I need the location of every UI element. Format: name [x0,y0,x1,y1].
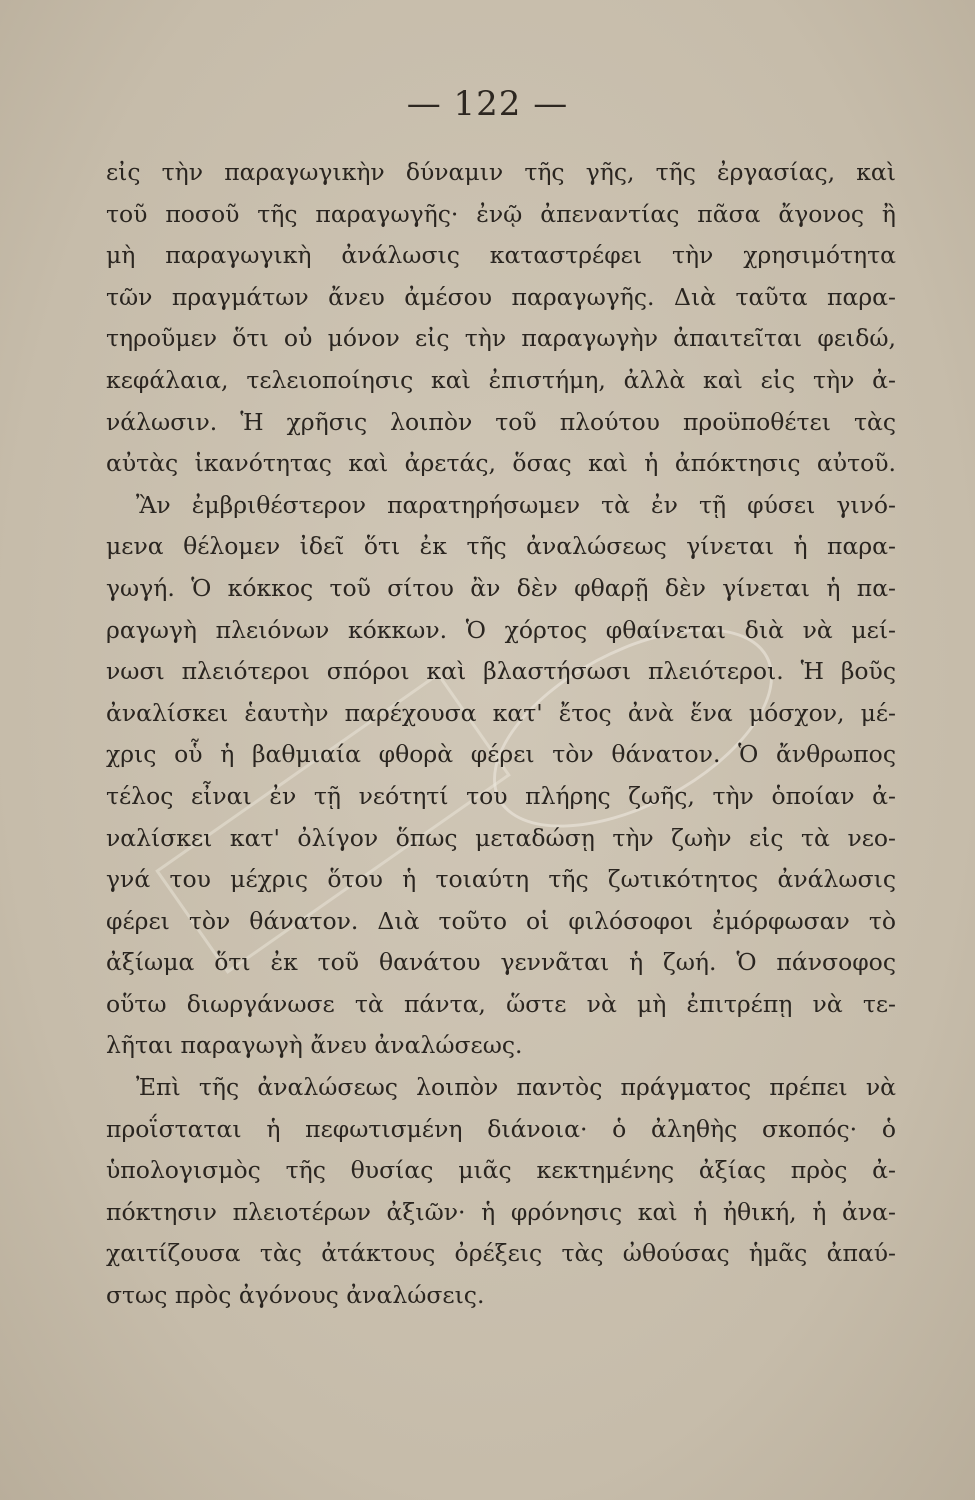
text-line: φέρει τὸν θάνατον. Διὰ τοῦτο οἱ φιλόσοφοι ἐμόρφωσαν τὸ [106,906,896,935]
text-line: αὐτὰς ἱκανότητας καὶ ἀρετάς, ὅσας καὶ ἡ ἀπόκτησις αὐτοῦ. [106,449,896,478]
text-line: χαιτίζουσα τὰς ἀτάκτους ὀρέξεις τὰς ὠθούσας ἡμᾶς ἀπαύ- [106,1239,896,1268]
text-line: ἀξίωμα ὅτι ἐκ τοῦ θανάτου γεννᾶται ἡ ζωή. Ὁ πάνσοφος [106,948,896,977]
text-line: εἰς τὴν παραγωγικὴν δύναμιν τῆς γῆς, τῆς ἐργασίας, καὶ [106,158,896,186]
text-line: ναλίσκει κατ' ὀλίγον ὅπως μεταδώσῃ τὴν ζωὴν εἰς τὰ νεο- [106,823,896,852]
text-line: ραγωγὴ πλειόνων κόκκων. Ὁ χόρτος φθαίνεται διὰ νὰ μεί- [106,615,896,644]
text-line: τῶν πραγμάτων ἄνευ ἀμέσου παραγωγῆς. Διὰ ταῦτα παρα- [106,282,896,311]
text-line: γνά του μέχρις ὅτου ἡ τοιαύτη τῆς ζωτικότητος ἀνάλωσις [106,865,896,894]
text-line: χρις οὗ ἡ βαθμιαία φθορὰ φέρει τὸν θάνατον. Ὁ ἄνθρωπος [106,740,896,769]
page-number: — 122 — [406,84,569,124]
body-text [106,152,896,1317]
text-line: ἀναλίσκει ἑαυτὴν παρέχουσα κατ' ἔτος ἀνὰ ἕνα μόσχον, μέ- [106,698,896,727]
text-line: τέλος εἶναι ἐν τῇ νεότητί του πλήρης ζωῆς, τὴν ὁποίαν ἀ- [106,781,896,810]
text-line: ὑπολογισμὸς τῆς θυσίας μιᾶς κεκτημένης ἀξίας πρὸς ἀ- [106,1156,896,1185]
text-line: λῆται παραγωγὴ ἄνευ ἀναλώσεως. [106,1031,523,1060]
text-line: μὴ παραγωγικὴ ἀνάλωσις καταστρέφει τὴν χρησιμότητα [106,241,896,270]
text-line: προΐσταται ἡ πεφωτισμένη διάνοια· ὁ ἀληθὴς σκοπός· ὁ [106,1114,896,1143]
text-line: Ἂν ἐμβριθέστερον παρατηρήσωμεν τὰ ἐν τῇ φύσει γινό- [136,490,896,519]
text-line: γωγή. Ὁ κόκκος τοῦ σίτου ἂν δὲν φθαρῇ δὲν γίνεται ἡ πα- [106,573,896,602]
text-line: μενα θέλομεν ἰδεῖ ὅτι ἐκ τῆς ἀναλώσεως γίνεται ἡ παρα- [106,532,896,561]
text-line: τηροῦμεν ὅτι οὐ μόνον εἰς τὴν παραγωγὴν ἀπαιτεῖται φειδώ, [106,324,896,353]
text-line: νωσι πλειότεροι σπόροι καὶ βλαστήσωσι πλειότεροι. Ἡ βοῦς [106,657,896,686]
text-line: πόκτησιν πλειοτέρων ἀξιῶν· ἡ φρόνησις καὶ ἡ ἠθική, ἡ ἀνα- [106,1197,896,1226]
text-line: Ἐπὶ τῆς ἀναλώσεως λοιπὸν παντὸς πράγματος πρέπει νὰ [136,1073,896,1102]
text-line: νάλωσιν. Ἡ χρῆσις λοιπὸν τοῦ πλούτου προϋποθέτει τὰς [106,407,896,436]
text-line: οὕτω διωργάνωσε τὰ πάντα, ὥστε νὰ μὴ ἐπιτρέπῃ νὰ τε- [106,989,896,1018]
text-line: τοῦ ποσοῦ τῆς παραγωγῆς· ἐνῷ ἀπεναντίας πᾶσα ἄγονος ἢ [106,199,896,228]
text-line: στως πρὸς ἀγόνους ἀναλώσεις. [106,1281,485,1310]
text-line: κεφάλαια, τελειοποίησις καὶ ἐπιστήμη, ἀλλὰ καὶ εἰς τὴν ἀ- [106,365,896,394]
